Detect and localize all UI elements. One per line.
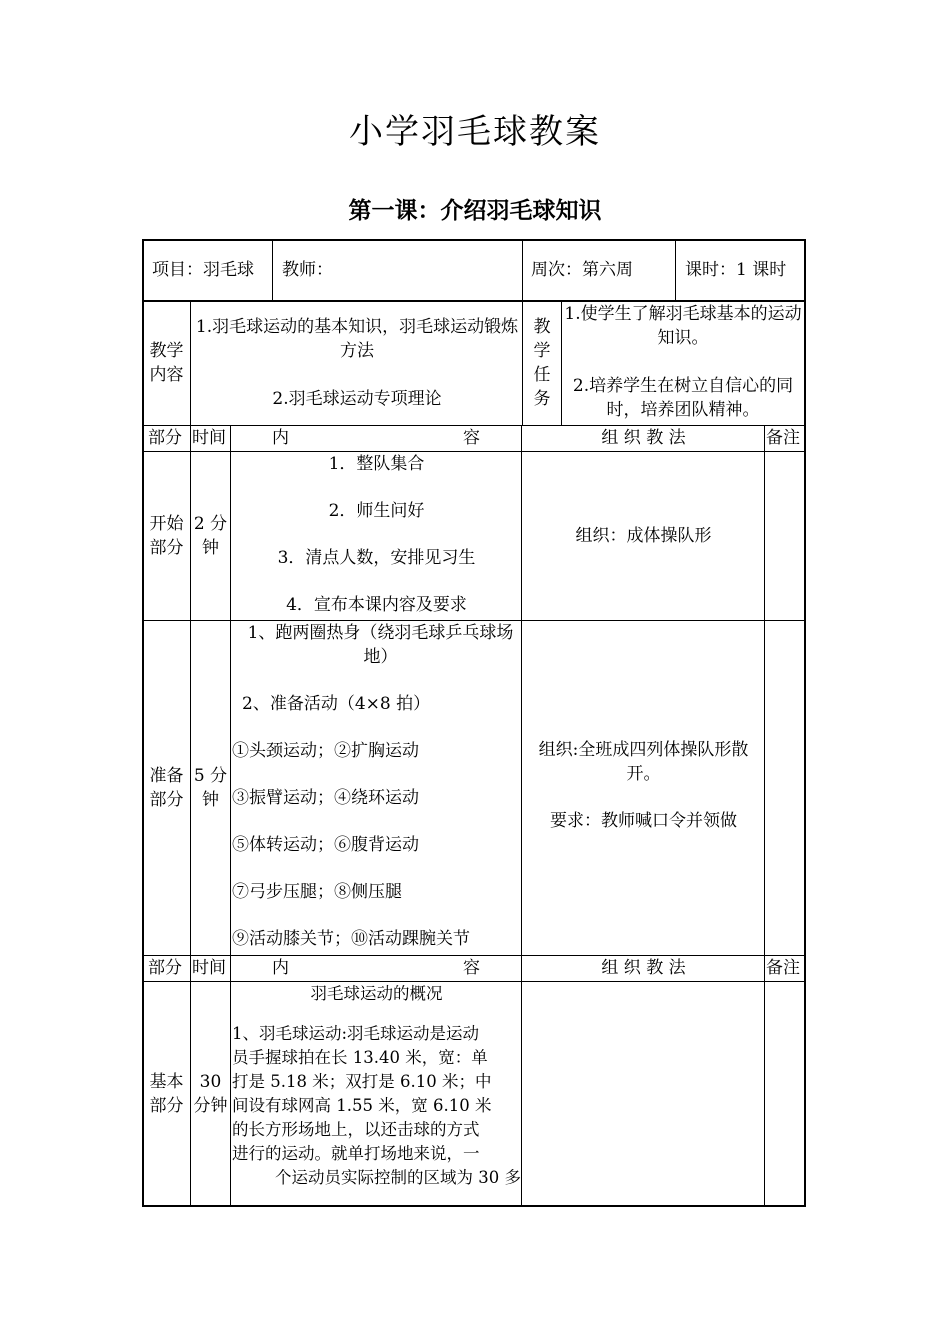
list-item: ③振臂运动；④绕环运动 — [232, 788, 419, 808]
col-note: 备注 — [766, 428, 800, 448]
col-content-b: 容 — [463, 428, 480, 448]
list-item: ①头颈运动；②扩胸运动 — [232, 741, 419, 761]
basic-time: 30 分钟 — [193, 1071, 228, 1116]
method-org: 组织:全班成四列体操队形散开。 — [538, 740, 749, 784]
teaching-content-label: 教学 内容 — [149, 341, 184, 385]
project-cell: 项目：羽毛球 — [152, 260, 254, 280]
teaching-task-item-1: 1.使学生了解羽毛球基本的运动知识。 — [564, 304, 802, 348]
col-part: 部分 — [148, 428, 182, 448]
start-time: 2 分 钟 — [193, 514, 228, 558]
prep-content — [232, 621, 521, 951]
teacher-cell: 教师： — [282, 260, 333, 280]
list-item: 1、跑两圈热身（绕羽毛球乒乓球场地） — [247, 623, 514, 667]
method-requirement: 要求：教师喊口令并领做 — [550, 811, 737, 831]
week-cell: 周次：第六周 — [531, 260, 633, 280]
prep-time: 5 分 钟 — [193, 766, 228, 810]
start-part-label: 开始 部分 — [149, 514, 184, 558]
col-content-b: 容 — [463, 958, 480, 978]
list-item: 1．整队集合 — [328, 454, 425, 474]
teaching-content-item-1: 1.羽毛球运动的基本知识，羽毛球运动锻炼方法 — [195, 317, 519, 361]
body-line: 个运动员实际控制的区域为 30 多 — [275, 1168, 521, 1187]
lesson-subtitle: 第一课：介绍羽毛球知识 — [348, 198, 602, 224]
document-title: 小学羽毛球教案 — [349, 112, 601, 152]
col-part: 部分 — [148, 958, 182, 978]
basic-content — [232, 982, 521, 1190]
teaching-content-item-2: 2.羽毛球运动专项理论 — [272, 389, 442, 409]
list-item: ⑦弓步压腿；⑧侧压腿 — [232, 882, 402, 902]
list-item: ⑤体转运动；⑥腹背运动 — [232, 835, 419, 855]
prep-method — [522, 738, 765, 833]
list-item: 2．师生问好 — [328, 501, 425, 521]
col-time: 时间 — [192, 958, 226, 978]
list-item: 2、准备活动（4×8 拍） — [242, 694, 431, 714]
start-content — [232, 452, 521, 617]
list-item: ⑨活动膝关节；⑩活动踝腕关节 — [232, 929, 470, 949]
hours-cell: 课时：1 课时 — [685, 260, 787, 280]
start-method: 组织：成体操队形 — [575, 526, 712, 546]
body-line: 1、羽毛球运动:羽毛球运动是运动 — [232, 1024, 480, 1043]
col-content-a: 内 — [272, 958, 289, 978]
teaching-task-label: 教 学 任 务 — [533, 317, 551, 409]
col-note: 备注 — [766, 958, 800, 978]
list-item: 4．宣布本课内容及要求 — [286, 595, 467, 615]
col-time: 时间 — [192, 428, 226, 448]
basic-part-label: 基本 部分 — [149, 1071, 184, 1116]
basic-heading: 羽毛球运动的概况 — [310, 984, 443, 1003]
body-line: 员手握球拍在长 13.40 米，宽：单 — [232, 1048, 488, 1067]
col-method: 组 织 教 法 — [601, 958, 686, 978]
body-line: 进行的运动。就单打场地来说，一 — [232, 1144, 480, 1163]
body-line: 的长方形场地上，以还击球的方式 — [232, 1120, 480, 1139]
col-content-a: 内 — [272, 428, 289, 448]
list-item: 3．清点人数，安排见习生 — [277, 548, 476, 568]
body-line: 间设有球网高 1.55 米，宽 6.10 米 — [232, 1096, 492, 1115]
teaching-task-item-2: 2.培养学生在树立自信心的同时，培养团队精神。 — [572, 376, 794, 420]
prep-part-label: 准备 部分 — [149, 766, 184, 810]
col-method: 组 织 教 法 — [601, 428, 686, 448]
body-line: 打是 5.18 米；双打是 6.10 米；中 — [232, 1072, 492, 1091]
